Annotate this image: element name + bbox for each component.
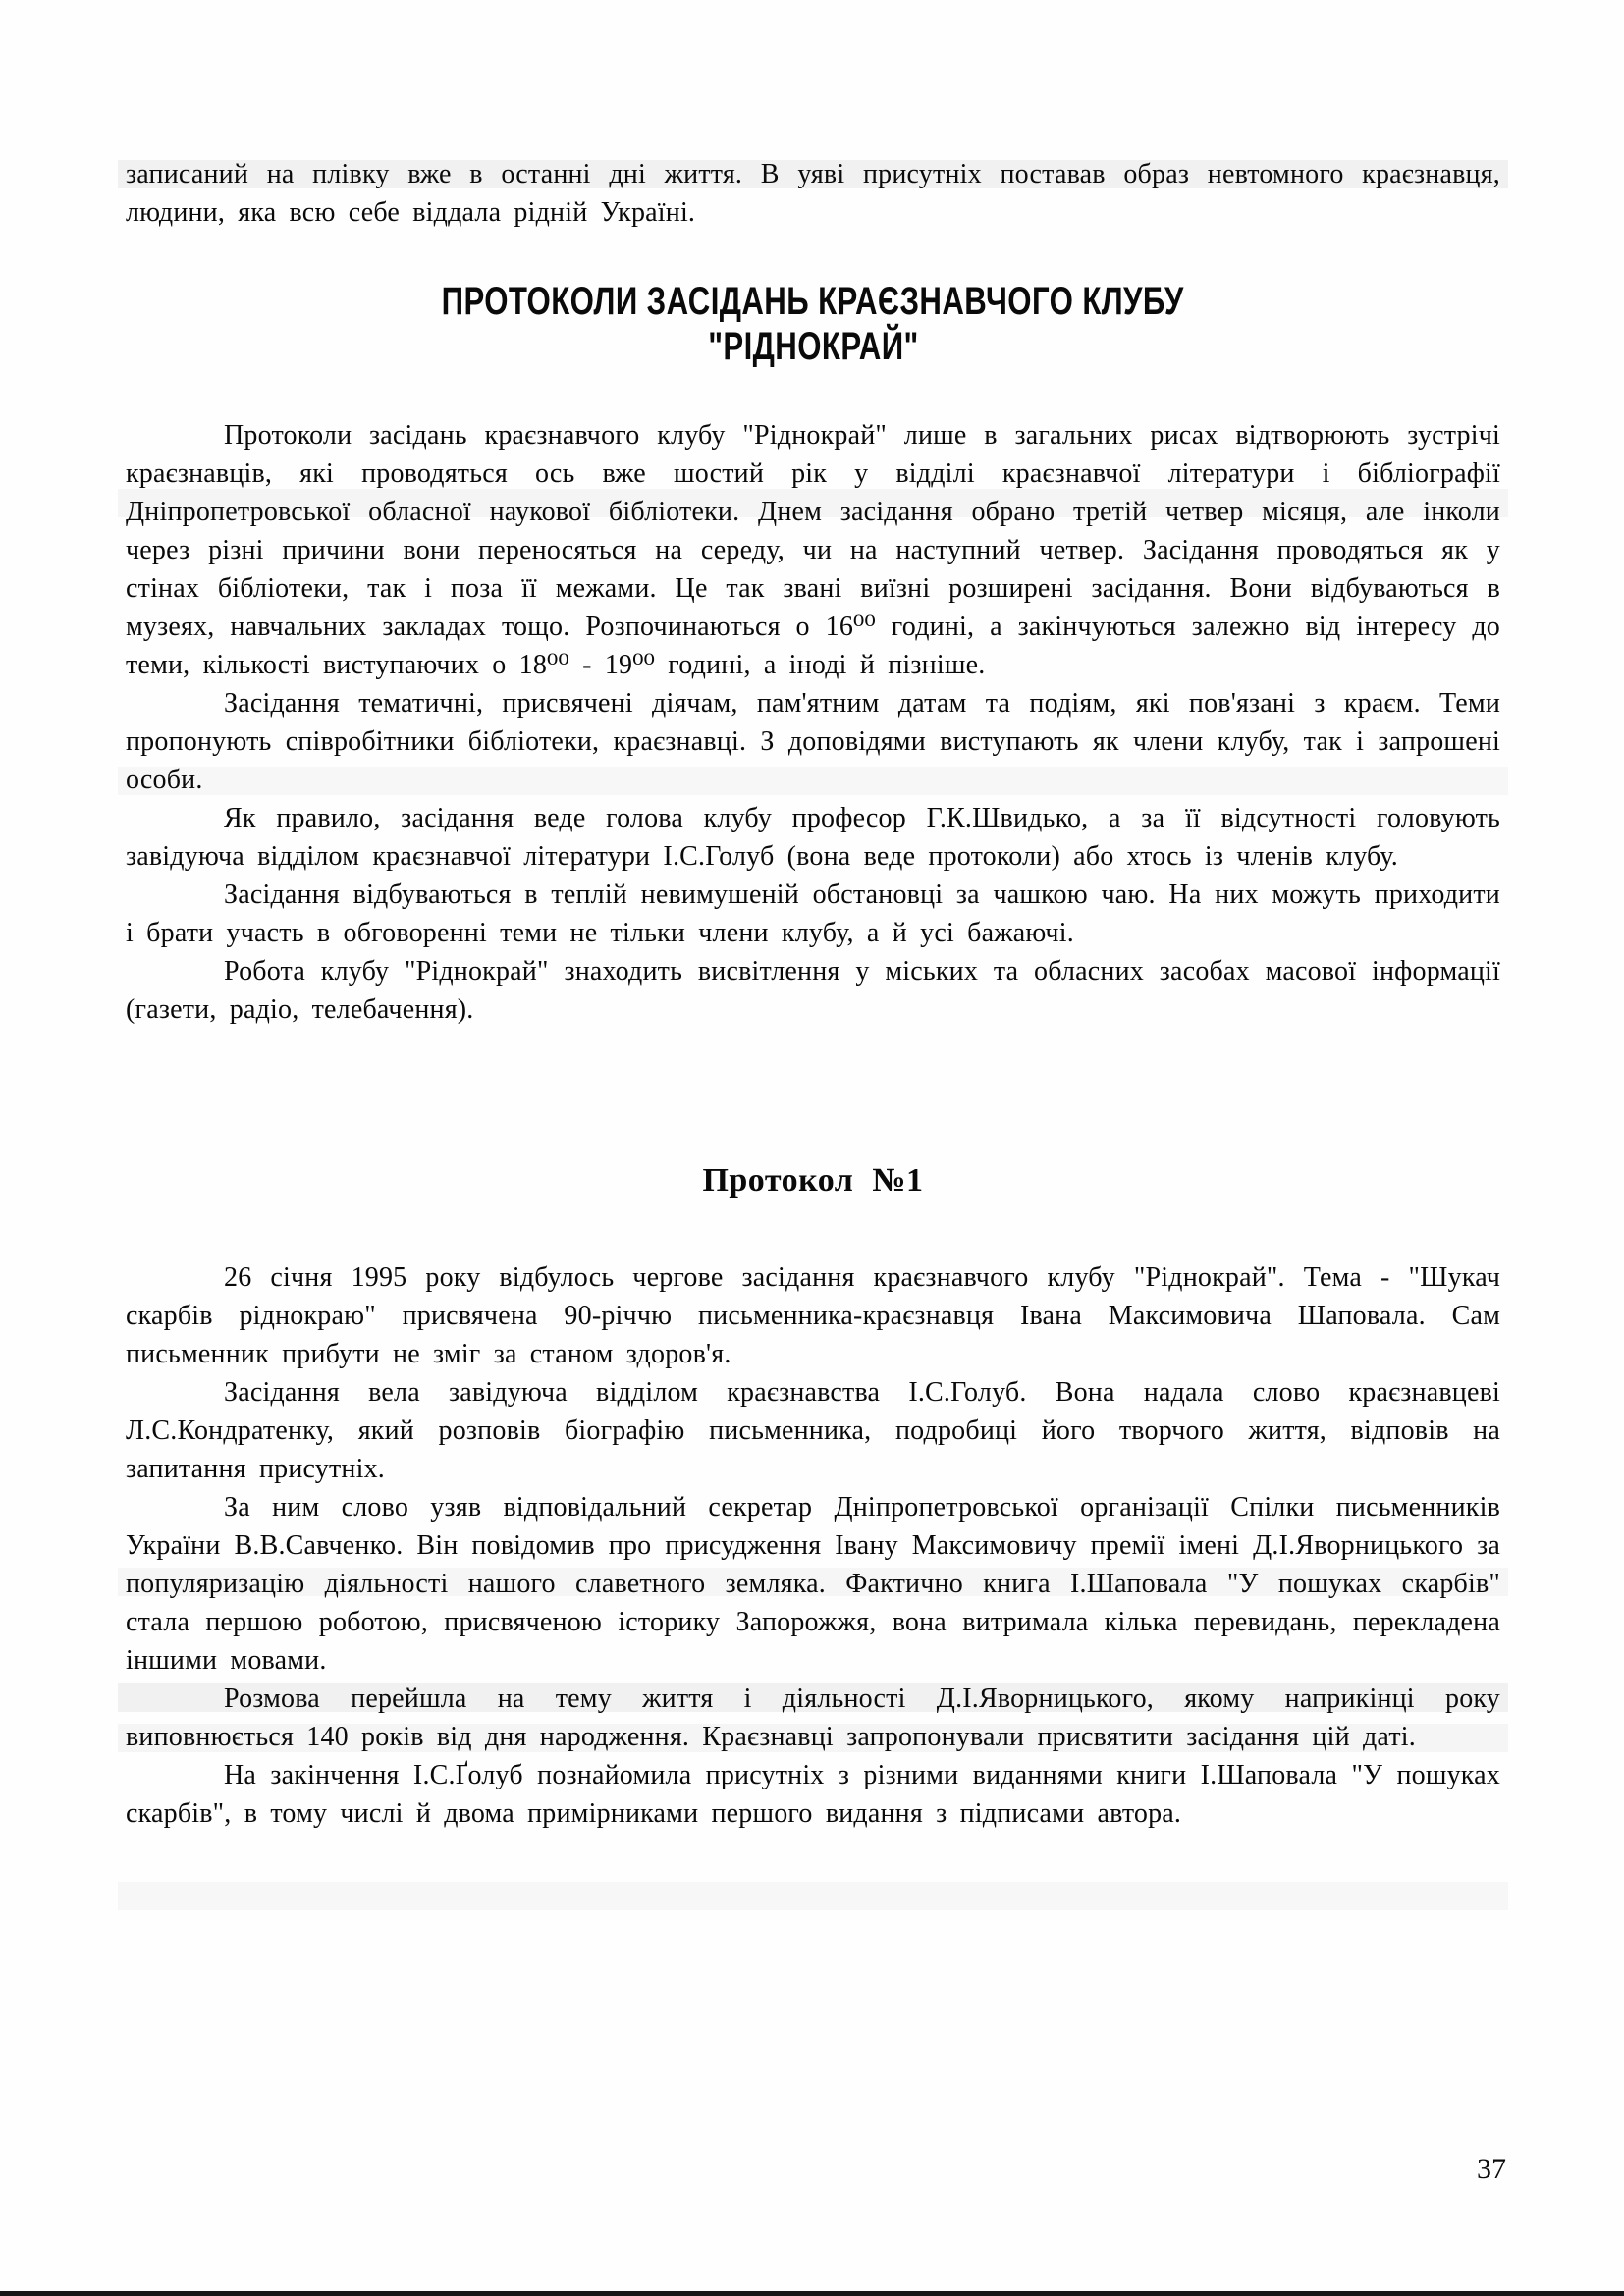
section-heading [126, 279, 1500, 369]
section-heading-line1: ПРОТОКОЛИ ЗАСІДАНЬ КРАЄЗНАВЧОГО КЛУБУ [441, 280, 1185, 323]
page-number: 37 [1477, 2153, 1506, 2185]
intro-paragraph: Засідання тематичні, присвячені діячам, пам'ятним датам та подіям, які пов'язані з краєм. Теми пропонують співробітники бібліотеки, краєзнавці. З доповідями виступають як члени клубу, так і запрошені особи. [126, 688, 1500, 795]
protocol-heading: Протокол №1 [702, 1162, 924, 1199]
intro-paragraph: Робота клубу "Ріднокрай" знаходить висвітлення у міських та обласних засобах масової інформації (газети, радіо, телебачення). [126, 956, 1500, 1025]
continuation-paragraph: записаний на плівку вже в останні дні життя. В уяві присутніх поставав образ невтомного краєзнавця, людини, яка всю себе віддала рідній Україні. [126, 159, 1500, 228]
text-column [126, 155, 1500, 1833]
protocol-paragraph: 26 січня 1995 року відбулось чергове засідання краєзнавчого клубу "Ріднокрай". Тема - "Шукач скарбів ріднокраю" присвячена 90-річчю письменника-краєзнавця Івана Максимовича Шаповала. Сам письменник прибути не зміг за станом здоров'я. [126, 1262, 1500, 1369]
protocol-paragraph: За ним слово узяв відповідальний секретар Дніпропетровської організації Спілки письменників України В.В.Савченко. Він повідомив про присудження Івану Максимовичу премії імені Д.І.Яворницького за популяризацію діяльності нашого славетного земляка. Фактично книга І.Шаповала "У пошуках скарбів" стала першою роботою, присвяченою історику Запорожжя, вона витримала кілька перевидань, перекладена іншими мовами. [126, 1492, 1500, 1676]
intro-paragraph: Протоколи засідань краєзнавчого клубу "Ріднокрай" лише в загальних рисах відтворюють зустрічі краєзнавців, які проводяться ось вже шостий рік у відділі краєзнавчої літератури і бібліографії Дніпропетровської обласної наукової бібліотеки. Днем засідання обрано третій четвер місяця, але інколи через різні причини вони переносяться на середу, чи на наступний четвер. Засідання проводяться як у стінах бібліотеки, так і поза її межами. Це так звані виїзні розширені засідання. Вони відбуваються в музеях, навчальних закладах тощо. Розпочинаються о 16⁰⁰ годині, а закінчуються залежно від інтересу до теми, кількості виступаючих о 18⁰⁰ - 19⁰⁰ годині, а іноді й пізніше. [126, 420, 1500, 680]
intro-paragraph: Як правило, засідання веде голова клубу професор Г.К.Швидько, а за її відсутності головують завідуюча відділом краєзнавчої літератури І.С.Голуб (вона веде протоколи) або хтось із членів клубу. [126, 803, 1500, 872]
scan-edge [0, 2291, 1624, 2296]
scan-artifact-band [118, 1882, 1508, 1910]
intro-paragraph: Засідання відбуваються в теплій невимушеній обстановці за чашкою чаю. На них можуть приходити і брати участь в обговоренні теми не тільки члени клубу, а й усі бажаючі. [126, 880, 1500, 948]
protocol-paragraph: Засідання вела завідуюча відділом краєзнавства І.С.Голуб. Вона надала слово краєзнавцеві Л.С.Кондратенку, який розповів біографію письменника, подробиці його творчого життя, відповів на запитання присутніх. [126, 1377, 1500, 1484]
section-heading-line2: "РІДНОКРАЙ" [707, 325, 919, 368]
protocol-paragraph: Розмова перейшла на тему життя і діяльності Д.І.Яворницького, якому наприкінці року виповнюється 140 років від дня народження. Краєзнавці запропонували присвятити засідання цій даті. [126, 1683, 1500, 1752]
protocol-paragraph: На закінчення І.С.Ґолуб познайомила присутніх з різними виданнями книги І.Шаповала "У пошуках скарбів", в тому числі й двома примірниками першого видання з підписами автора. [126, 1760, 1500, 1829]
